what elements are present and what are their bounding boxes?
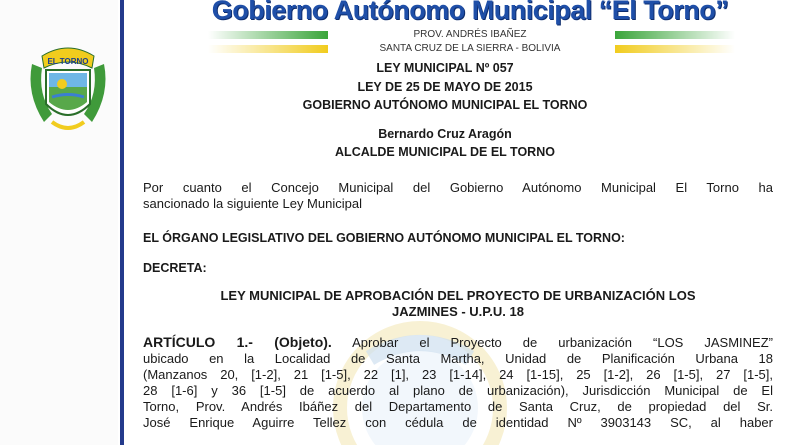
law-title-line: LEY MUNICIPAL DE APROBACIÓN DEL PROYECTO DE URBANIZACIÓN LOS <box>220 288 696 303</box>
mayor-name: Bernardo Cruz Aragón <box>378 127 512 141</box>
mayor-title: ALCALDE MUNICIPAL DE EL TORNO <box>335 145 555 159</box>
right-green-stripe <box>615 31 735 39</box>
preamble <box>143 180 773 212</box>
article-1 <box>143 334 773 431</box>
article-line <box>143 334 773 351</box>
preamble-line: Por cuanto el Concejo Municipal del Gobierno Autónomo Municipal El Torno ha <box>143 180 773 195</box>
crest-sky <box>49 73 87 87</box>
municipal-crest <box>22 34 114 143</box>
article-line: (Manzanos 20, [1-2], 21 [1-5], 22 [1], 23 [1-14], 24 [1-15], 25 [1-2], 26 [1-5], 27 [1-5], <box>143 367 773 382</box>
law-title <box>143 288 773 320</box>
margin-rule <box>120 0 124 445</box>
decreta-label: DECRETA: <box>143 261 207 275</box>
left-yellow-stripe <box>208 45 328 53</box>
article-line: 28 [1-6] y 36 [1-5] de acuerdo al plano de urbanización), Jurisdicción Municipal de El <box>143 383 773 398</box>
crest-bottom-ribbon <box>52 122 84 128</box>
crest-label: EL TORNO <box>47 57 89 66</box>
province-line: PROV. ANDRÉS IBAÑEZ <box>413 29 527 40</box>
legislative-organ: EL ÓRGANO LEGISLATIVO DEL GOBIERNO AUTÓNOMO MUNICIPAL EL TORNO: <box>143 231 625 245</box>
article-line: ubicado en la Localidad de Santa Martha, Unidad de Planificación Urbana 18 <box>143 351 773 366</box>
preamble-line: sancionado la siguiente Ley Municipal <box>143 196 362 211</box>
city-line: SANTA CRUZ DE LA SIERRA - BOLIVIA <box>379 43 561 54</box>
article-text: Aprobar el Proyecto de urbanización “LOS JASMINEZ” <box>331 335 773 350</box>
law-number: LEY MUNICIPAL Nº 057 <box>376 61 514 75</box>
article-line: Torno, Prov. Andrés Ibáñez del Departamento de Santa Cruz, de propiedad del Sr. <box>143 399 773 414</box>
article-line: José Enrique Aguirre Tellez con cédula de identidad Nº 3903143 SC, al haber <box>143 415 773 430</box>
right-yellow-stripe <box>615 45 735 53</box>
left-green-stripe <box>208 31 328 39</box>
law-entity: GOBIERNO AUTÓNOMO MUNICIPAL EL TORNO <box>302 98 588 112</box>
law-title-line: JAZMINES - U.P.U. 18 <box>392 304 524 319</box>
law-date: LEY DE 25 DE MAYO DE 2015 <box>357 80 533 94</box>
document-title: Gobierno Autónomo Municipal “El Torno” <box>211 0 729 25</box>
crest-sun <box>57 79 67 89</box>
article-label: ARTÍCULO 1.- (Objeto). <box>143 334 332 350</box>
